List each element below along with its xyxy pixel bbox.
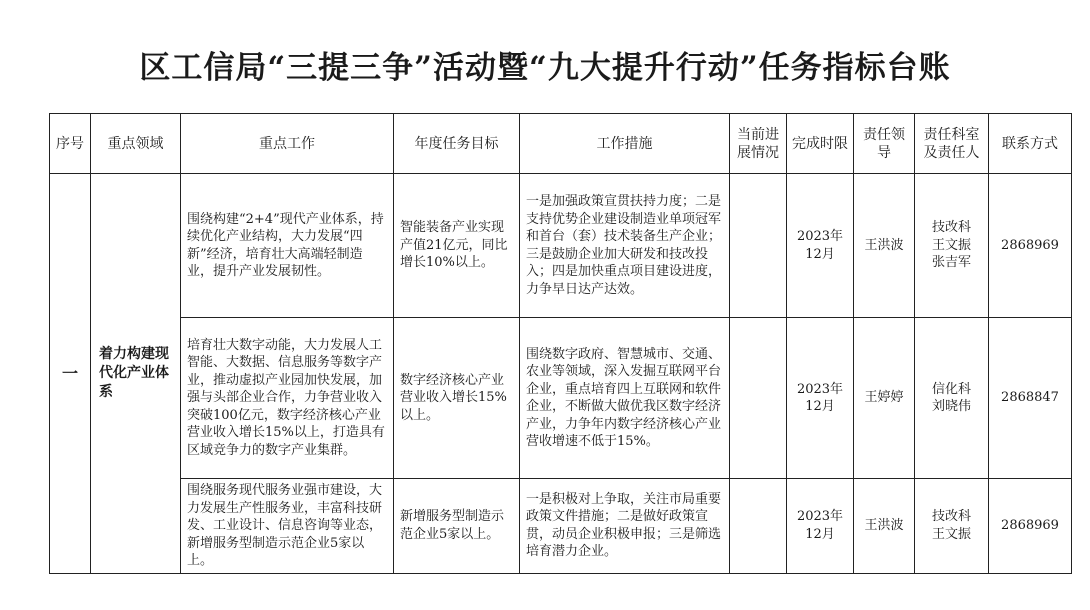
row-work: 围绕服务现代服务业强市建设，大力发展生产性服务业，丰富科技研发、工业设计、信息咨询等业态，新增服务型制造示范企业5家以上。 [181,479,394,574]
row-progress [730,174,787,318]
row-measures: 一是加强政策宣贯扶持力度；二是支持优势企业建设制造业单项冠军和首台（套）技术装备生产企业；三是鼓励企业加大研发和技改投入；四是加快重点项目建设进度，力争早日达产达效。 [520,174,730,318]
row-contact: 2868969 [989,479,1072,574]
row-measures: 一是积极对上争取，关注市局重要政策文件措施；二是做好政策宣贯，动员企业积极申报；三是筛选培育潜力企业。 [520,479,730,574]
page-title: 区工信局“三提三争”活动暨“九大提升行动”任务指标台账 [139,50,951,86]
row-dept: 技改科 王文振 张吉军 [915,174,989,318]
row-target: 智能装备产业实现产值21亿元，同比增长10%以上。 [394,174,520,318]
group-seq: 一 [50,174,91,574]
table-row [50,174,1072,318]
header-measures: 工作措施 [520,114,730,174]
row-target: 新增服务型制造示范企业5家以上。 [394,479,520,574]
row-measures: 围绕数字政府、智慧城市、交通、农业等领域，深入发掘互联网平台企业，重点培育四上互联网和软件企业，不断做大做优我区数字经济产业，力争年内数字经济核心产业营收增速不低于15%。 [520,318,730,479]
row-target: 数字经济核心产业营业收入增长15%以上。 [394,318,520,479]
row-leader: 王洪波 [854,174,915,318]
header-deadline: 完成时限 [787,114,854,174]
row-contact: 2868847 [989,318,1072,479]
row-contact: 2868969 [989,174,1072,318]
task-ledger-table [49,113,1072,574]
group-area: 着力构建现代化产业体系 [91,174,181,574]
header-leader: 责任领导 [854,114,915,174]
row-leader: 王婷婷 [854,318,915,479]
row-progress [730,318,787,479]
row-deadline: 2023年12月 [787,318,854,479]
row-deadline: 2023年12月 [787,479,854,574]
row-work: 培育壮大数字动能，大力发展人工智能、大数据、信息服务等数字产业，推动虚拟产业园加快发展，加强与头部企业合作，力争营业收入突破100亿元，数字经济核心产业营业收入增长15%以上，打造具有区域竞争力的数字产业集群。 [181,318,394,479]
header-progress: 当前进展情况 [730,114,787,174]
row-leader: 王洪波 [854,479,915,574]
row-deadline: 2023年12月 [787,174,854,318]
table-row [50,479,1072,574]
header-dept: 责任科室及责任人 [915,114,989,174]
header-contact: 联系方式 [989,114,1072,174]
header-area: 重点领域 [91,114,181,174]
header-work: 重点工作 [181,114,394,174]
header-row [50,114,1072,174]
header-target: 年度任务目标 [394,114,520,174]
row-progress [730,479,787,574]
row-dept: 技改科 王文振 [915,479,989,574]
header-seq: 序号 [50,114,91,174]
row-dept: 信化科 刘晓伟 [915,318,989,479]
table-row [50,318,1072,479]
row-work: 围绕构建“2+4”现代产业体系，持续优化产业结构，大力发展“四新”经济，培育壮大高端轻制造业，提升产业发展韧性。 [181,174,394,318]
